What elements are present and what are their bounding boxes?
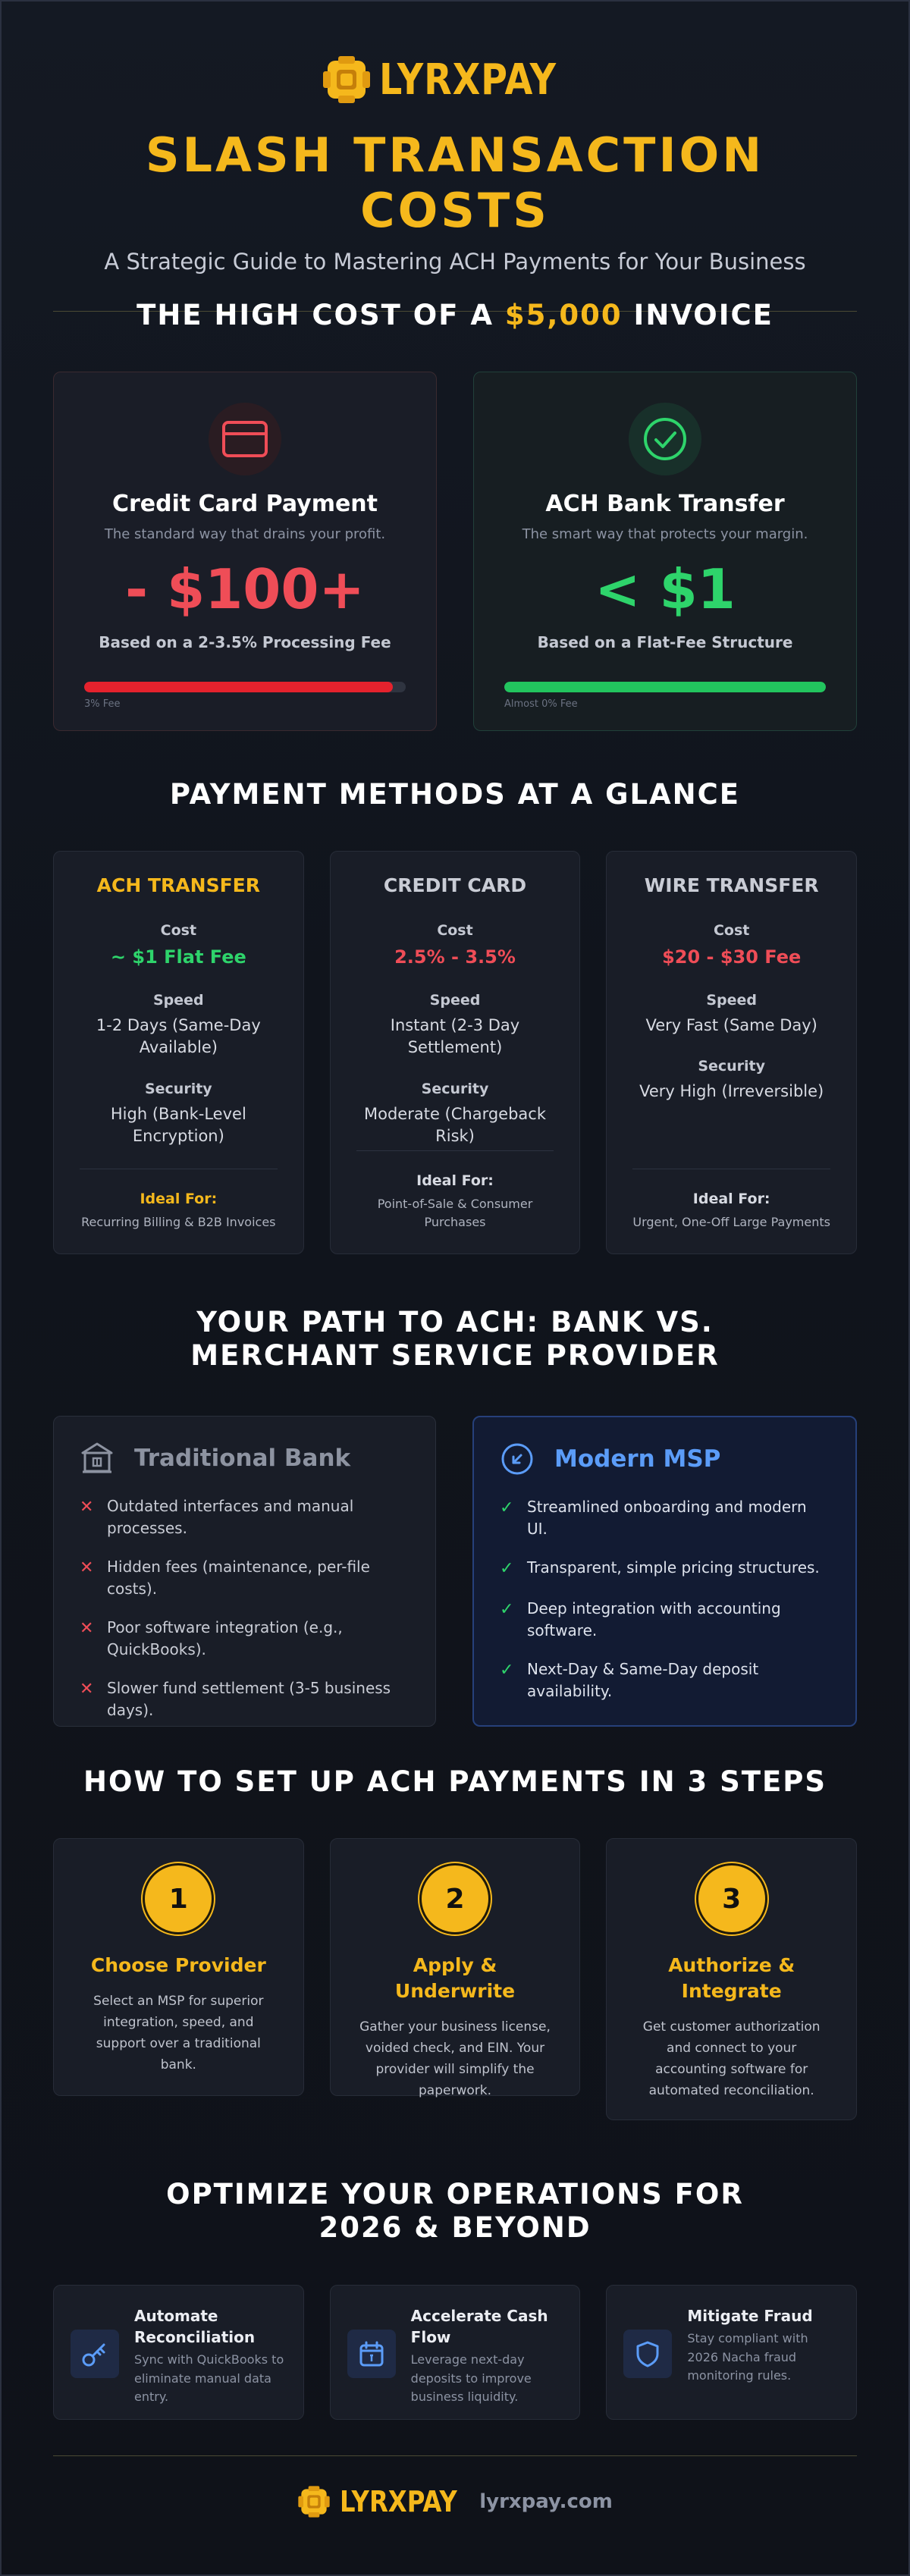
optimize-item-fraud xyxy=(606,2285,857,2420)
check-icon: ✓ xyxy=(500,1599,514,1619)
speed-value: Instant (2-3 Day Settlement) xyxy=(390,1015,520,1057)
lyrxpay-logo-icon xyxy=(322,55,372,105)
footer-divider xyxy=(53,2455,857,2456)
optimize-item-reconciliation xyxy=(53,2285,304,2420)
fee-basis: Based on a Flat-Fee Structure xyxy=(537,633,793,652)
cost-value: $20 - $30 Fee xyxy=(662,946,802,968)
ideal-value: Urgent, One-Off Large Payments xyxy=(632,1215,830,1230)
step-title: Choose Provider xyxy=(90,1954,266,1977)
step-card-2 xyxy=(330,1838,581,2099)
steps xyxy=(53,1838,857,2120)
security-label: Security xyxy=(698,1058,766,1075)
optimize-items xyxy=(53,2285,857,2420)
card-subtitle: The smart way that protects your margin. xyxy=(522,526,808,543)
speed-label: Speed xyxy=(429,991,481,1009)
speed-label: Speed xyxy=(706,991,758,1009)
method-name: ACH TRANSFER xyxy=(96,874,260,897)
optimize-title: Accelerate Cash Flow xyxy=(410,2306,548,2346)
ideal-label: Ideal For: xyxy=(692,1191,770,1208)
fee-bar xyxy=(84,682,406,692)
header-logo xyxy=(53,2,857,105)
list-item: ✕ Hidden fees (maintenance, per-file costs). xyxy=(80,1556,410,1600)
optimize-item-cash-flow xyxy=(330,2285,581,2420)
footer xyxy=(53,2485,857,2518)
speed-value: Very Fast (Same Day) xyxy=(645,1015,817,1034)
speed-label: Speed xyxy=(153,991,204,1009)
fee-bar xyxy=(504,682,826,692)
footer-brand-name: LYRXPAY xyxy=(340,2485,457,2518)
check-icon: ✓ xyxy=(500,1558,514,1578)
check-icon: ✓ xyxy=(500,1660,514,1680)
ideal-value: Recurring Billing & B2B Invoices xyxy=(81,1215,276,1230)
ideal-label: Ideal For: xyxy=(416,1172,494,1190)
fee-bar-fill xyxy=(84,682,393,692)
x-mark-icon: ✕ xyxy=(80,1558,94,1577)
page-title: SLASH TRANSACTION COSTS xyxy=(145,127,765,238)
list-item: ✕ Outdated interfaces and manual processes. xyxy=(80,1495,410,1539)
list-item: ✓ Deep integration with accounting software. xyxy=(500,1598,830,1642)
step-card-3 xyxy=(606,1838,857,2120)
optimize-title: Automate Reconciliation xyxy=(134,2306,256,2346)
security-value: Moderate (Chargeback Risk) xyxy=(364,1104,547,1146)
cost-label: Cost xyxy=(713,922,750,940)
brand-name: LYRXPAY xyxy=(379,55,557,105)
msp-points xyxy=(500,1496,830,1702)
security-label: Security xyxy=(144,1080,212,1097)
key-icon xyxy=(71,2330,119,2378)
bank-icon xyxy=(80,1441,115,1476)
calendar-icon xyxy=(347,2330,396,2378)
method-name: CREDIT CARD xyxy=(383,874,527,897)
check-circle-icon xyxy=(629,403,701,475)
step-title: Authorize & Integrate xyxy=(668,1954,795,2003)
cost-label: Cost xyxy=(437,922,473,940)
security-label: Security xyxy=(421,1080,489,1097)
methods-table xyxy=(53,851,857,1254)
credit-card-icon xyxy=(209,403,281,475)
traditional-bank-card xyxy=(53,1416,436,1727)
method-name: WIRE TRANSFER xyxy=(644,874,819,897)
ideal-for xyxy=(356,1150,554,1232)
compass-icon xyxy=(500,1442,535,1476)
path-section-title: YOUR PATH TO ACH: BANK VS. MERCHANT SERVICE PROVIDER xyxy=(190,1306,720,1373)
x-mark-icon: ✕ xyxy=(80,1679,94,1699)
fee-amount: < $1 xyxy=(595,557,736,622)
fee-bar-label: Almost 0% Fee xyxy=(504,698,578,711)
method-card-credit-card xyxy=(330,851,581,1254)
list-item: ✓ Streamlined onboarding and modern UI. xyxy=(500,1496,830,1540)
optimize-description: Sync with QuickBooks to eliminate manual data entry. xyxy=(134,2352,284,2405)
x-mark-icon: ✕ xyxy=(80,1618,94,1638)
step-number: 2 xyxy=(419,1863,491,1934)
ach-cost-card xyxy=(473,372,857,731)
cost-section-title: THE HIGH COST OF A $5,000 INVOICE xyxy=(136,299,774,331)
optimize-title: Mitigate Fraud xyxy=(687,2306,813,2325)
footer-url-link[interactable]: lyrxpay.com xyxy=(479,2490,613,2513)
ideal-value: Point-of-Sale & Consumer Purchases xyxy=(377,1197,533,1230)
step-title: Apply & Underwrite xyxy=(394,1954,516,2003)
shield-icon xyxy=(623,2330,672,2378)
step-card-1 xyxy=(53,1838,304,2096)
cost-value: ~ $1 Flat Fee xyxy=(110,946,246,968)
steps-section-title: HOW TO SET UP ACH PAYMENTS IN 3 STEPS xyxy=(83,1765,827,1798)
methods-section-title: PAYMENT METHODS AT A GLANCE xyxy=(169,778,741,811)
card-title: ACH Bank Transfer xyxy=(545,491,785,518)
list-item: ✓ Transparent, simple pricing structures. xyxy=(500,1557,830,1581)
step-number: 1 xyxy=(143,1863,214,1934)
security-value: High (Bank-Level Encryption) xyxy=(110,1104,246,1146)
fee-amount: - $100+ xyxy=(125,557,365,622)
bank-vs-msp xyxy=(53,1416,857,1727)
fee-bar-label: 3% Fee xyxy=(84,698,121,711)
cost-comparison xyxy=(53,372,857,731)
bank-title: Traditional Bank xyxy=(134,1444,351,1472)
step-description: Gather your business license, voided check, and EIN. Your provider will simplify the paperwork. xyxy=(359,2019,551,2099)
lyrxpay-logo-icon xyxy=(297,2485,331,2518)
ideal-for xyxy=(632,1169,830,1232)
list-item: ✓ Next-Day & Same-Day deposit availability. xyxy=(500,1658,830,1702)
page-subtitle: A Strategic Guide to Mastering ACH Payments for Your Business xyxy=(104,249,806,275)
card-subtitle: The standard way that drains your profit. xyxy=(104,526,386,543)
step-description: Select an MSP for superior integration, speed, and support over a traditional bank. xyxy=(93,1994,264,2073)
step-number: 3 xyxy=(696,1863,767,1934)
step-description: Get customer authorization and connect to your accounting software for automated reconciliation. xyxy=(642,2019,821,2099)
modern-msp-card xyxy=(472,1416,857,1727)
fee-bar-fill xyxy=(504,682,826,692)
list-item: ✕ Slower fund settlement (3-5 business days). xyxy=(80,1677,410,1721)
ideal-for xyxy=(80,1169,278,1232)
ideal-label: Ideal For: xyxy=(140,1191,218,1208)
security-value: Very High (Irreversible) xyxy=(639,1082,824,1101)
list-item: ✕ Poor software integration (e.g., QuickBooks). xyxy=(80,1617,410,1661)
msp-title: Modern MSP xyxy=(554,1445,721,1473)
bank-points xyxy=(80,1495,410,1721)
cost-value: 2.5% - 3.5% xyxy=(394,946,516,968)
cost-label: Cost xyxy=(160,922,197,940)
card-title: Credit Card Payment xyxy=(111,491,378,518)
x-mark-icon: ✕ xyxy=(80,1497,94,1517)
credit-card-cost-card xyxy=(53,372,437,731)
method-card-wire-transfer xyxy=(606,851,857,1254)
fee-basis: Based on a 2-3.5% Processing Fee xyxy=(99,633,391,652)
check-icon: ✓ xyxy=(500,1498,514,1517)
speed-value: 1-2 Days (Same-Day Available) xyxy=(96,1015,261,1057)
optimize-description: Stay compliant with 2026 Nacha fraud monitoring rules. xyxy=(687,2330,808,2383)
optimize-section-title: OPTIMIZE YOUR OPERATIONS FOR 2026 & BEYOND xyxy=(166,2178,744,2245)
method-card-ach xyxy=(53,851,304,1254)
optimize-description: Leverage next-day deposits to improve business liquidity. xyxy=(410,2352,532,2405)
